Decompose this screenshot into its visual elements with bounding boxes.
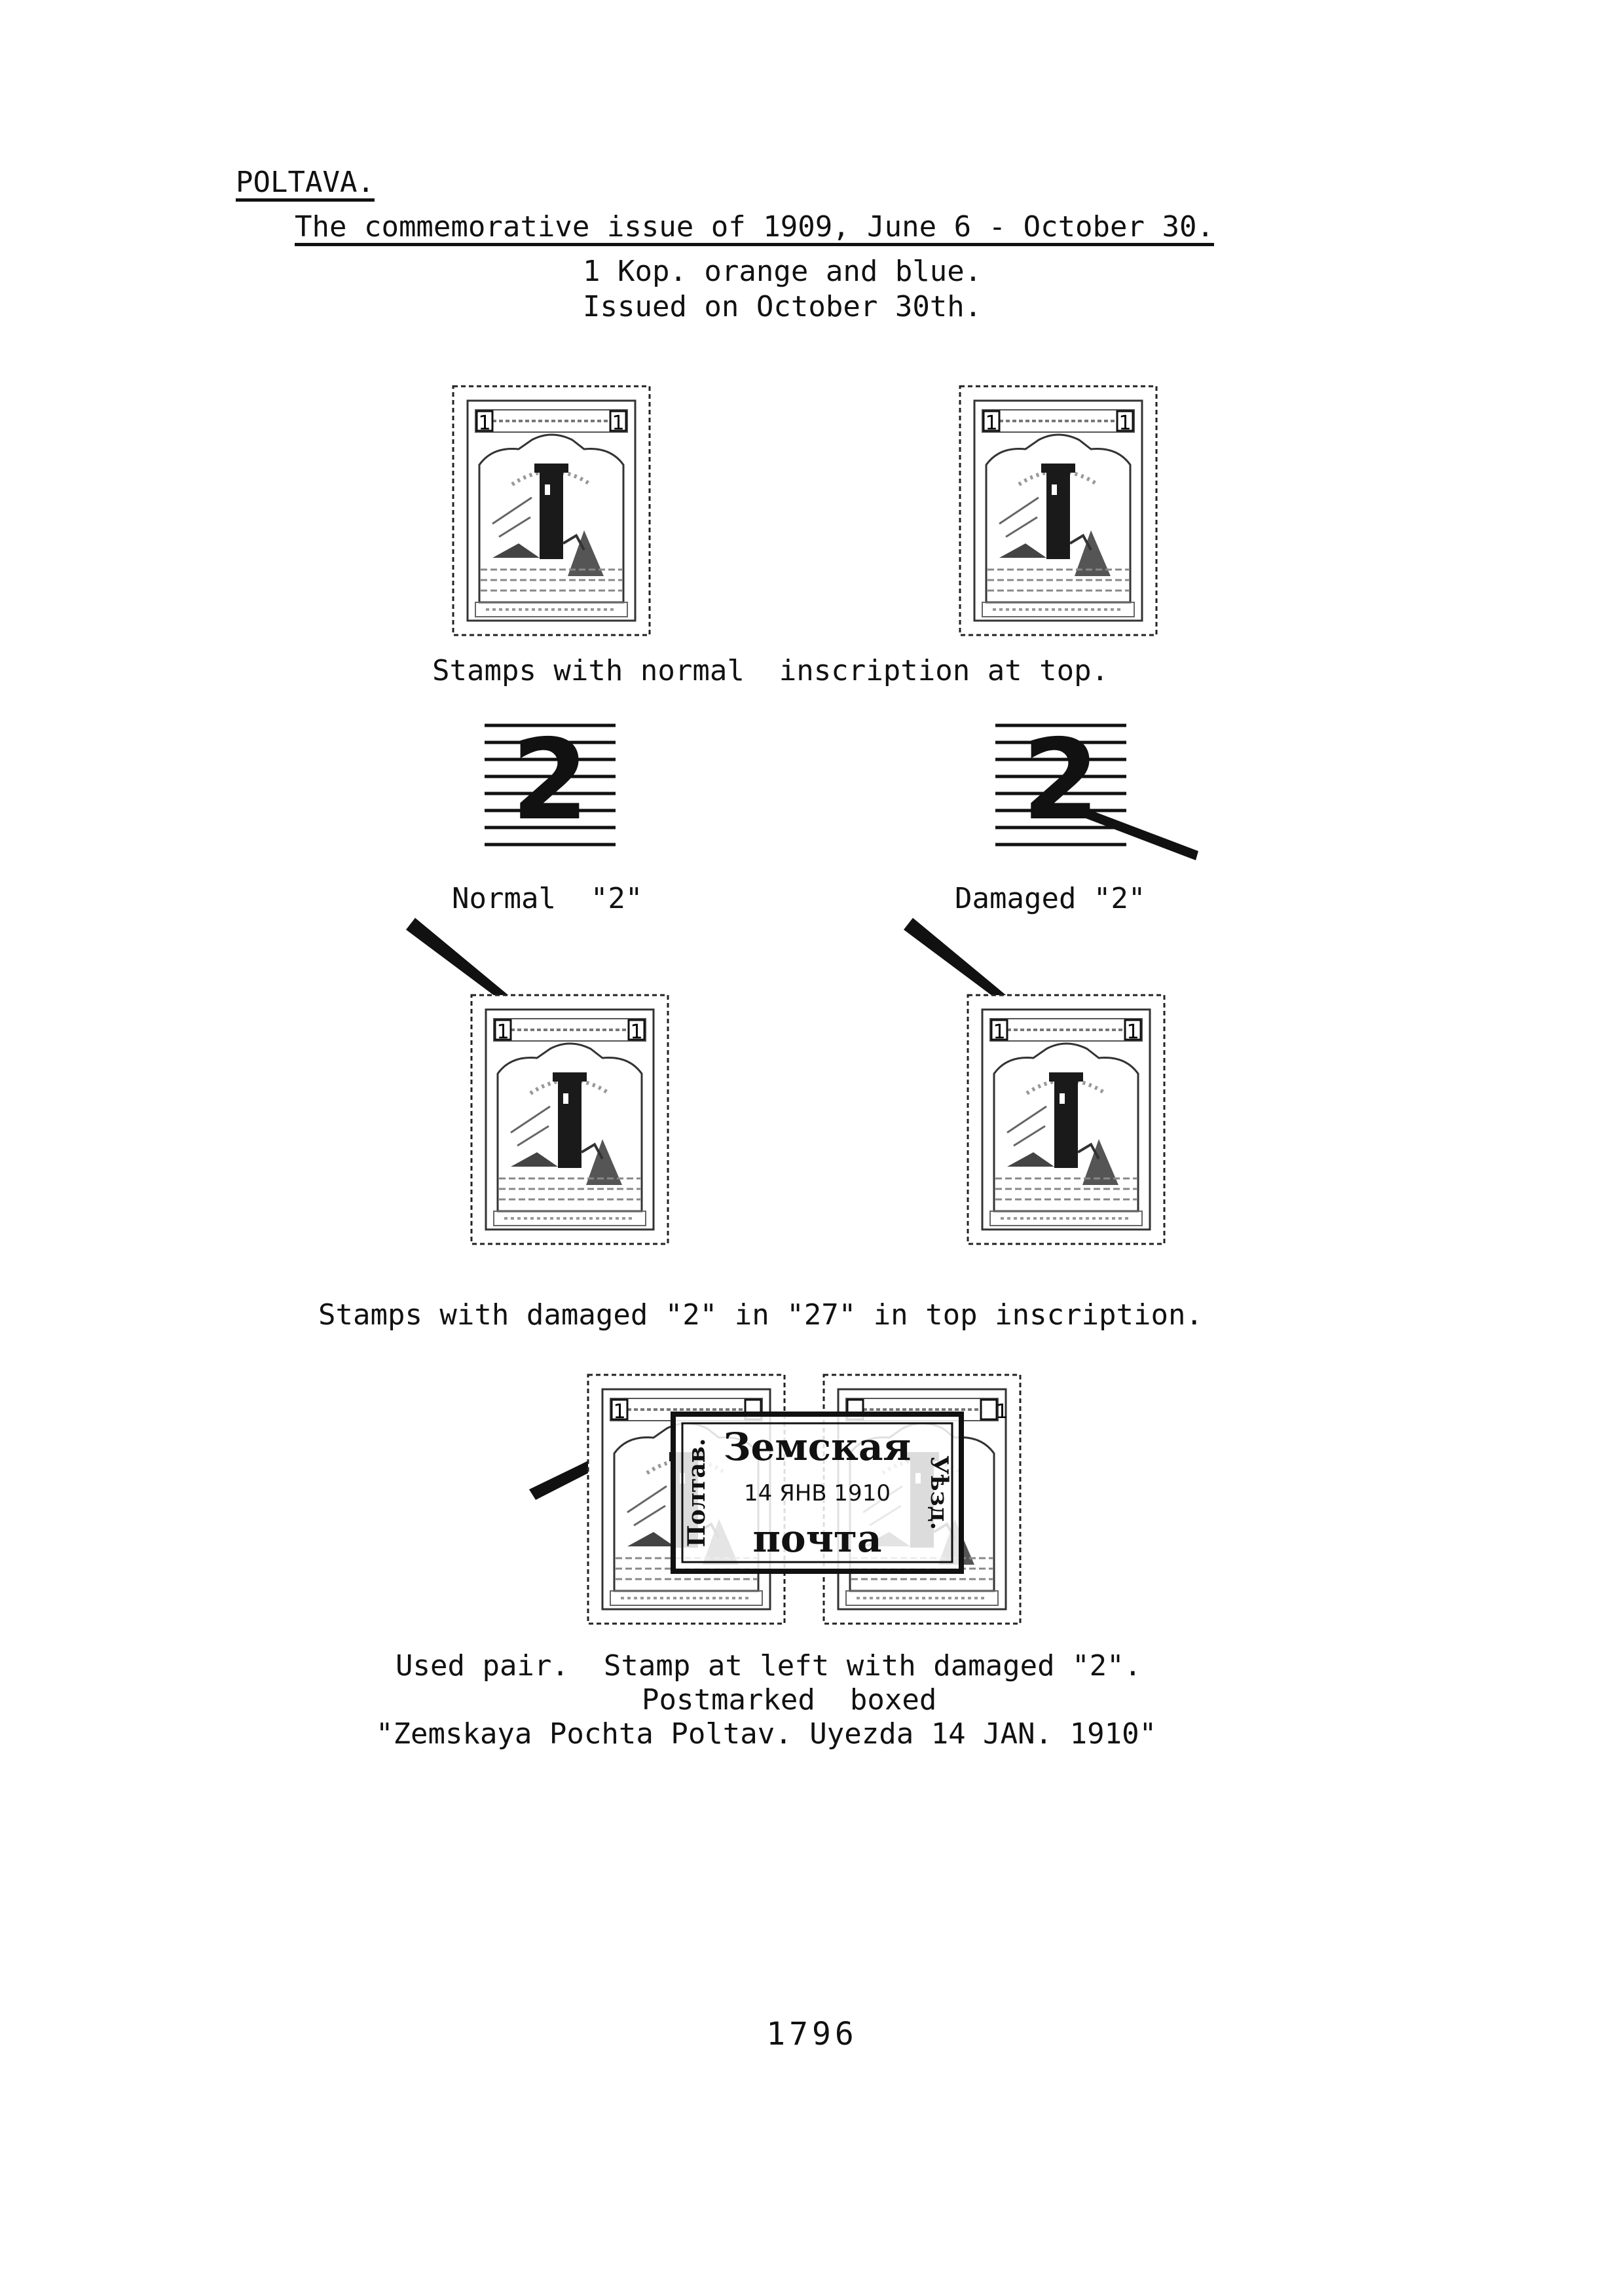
- svg-text:1: 1: [496, 1021, 509, 1044]
- caption-normal-inscription: Stamps with normal inscription at top.: [432, 654, 1109, 687]
- enlarged-normal-2: [485, 720, 622, 851]
- svg-text:Полтав.: Полтав.: [683, 1438, 710, 1548]
- svg-text:Уѣзд.: Уѣзд.: [925, 1455, 953, 1531]
- used-pair: [581, 1362, 1053, 1637]
- boxed-postmark: [673, 1414, 961, 1571]
- svg-text:1: 1: [985, 412, 998, 435]
- caption-used-pair-1: Used pair. Stamp at left with damaged "2".: [396, 1649, 1142, 1683]
- svg-text:1: 1: [630, 1021, 643, 1044]
- svg-text:1: 1: [1118, 412, 1132, 435]
- caption-used-pair-3: "Zemskaya Pochta Poltav. Uyezda 14 JAN. 1910": [376, 1717, 1157, 1751]
- caption-used-pair-2: Postmarked boxed: [642, 1683, 937, 1717]
- svg-text:1: 1: [478, 412, 491, 435]
- svg-text:1: 1: [993, 1021, 1006, 1044]
- stamp-normal-right: [940, 373, 1176, 648]
- region-heading: POLTAVA.: [236, 166, 375, 199]
- svg-text:14 ЯНВ 1910: 14 ЯНВ 1910: [744, 1480, 891, 1506]
- stamp-damaged-right: [948, 982, 1184, 1257]
- svg-text:2: 2: [1022, 720, 1100, 845]
- svg-text:1: 1: [1126, 1021, 1139, 1044]
- enlarged-damaged-2: [995, 720, 1205, 871]
- svg-text:Земская: Земская: [723, 1425, 912, 1469]
- svg-text:1: 1: [995, 1400, 1008, 1423]
- intro-line-2: Issued on October 30th.: [583, 290, 982, 323]
- issue-title: The commemorative issue of 1909, June 6 - October 30.: [295, 210, 1214, 244]
- stamp-normal-left: [434, 373, 669, 648]
- svg-text:1: 1: [612, 412, 625, 435]
- caption-normal-2: Normal "2": [452, 882, 643, 915]
- svg-text:почта: почта: [752, 1516, 882, 1561]
- page-number: 1796: [766, 2016, 858, 2052]
- svg-text:1: 1: [613, 1400, 626, 1423]
- stamp-damaged-left: [452, 982, 688, 1257]
- caption-damaged-2: Damaged "2": [955, 882, 1146, 915]
- intro-line-1: 1 Kop. orange and blue.: [583, 255, 982, 288]
- caption-damaged-27: Stamps with damaged "2" in "27" in top inscription.: [318, 1298, 1204, 1332]
- svg-text:2: 2: [511, 720, 589, 845]
